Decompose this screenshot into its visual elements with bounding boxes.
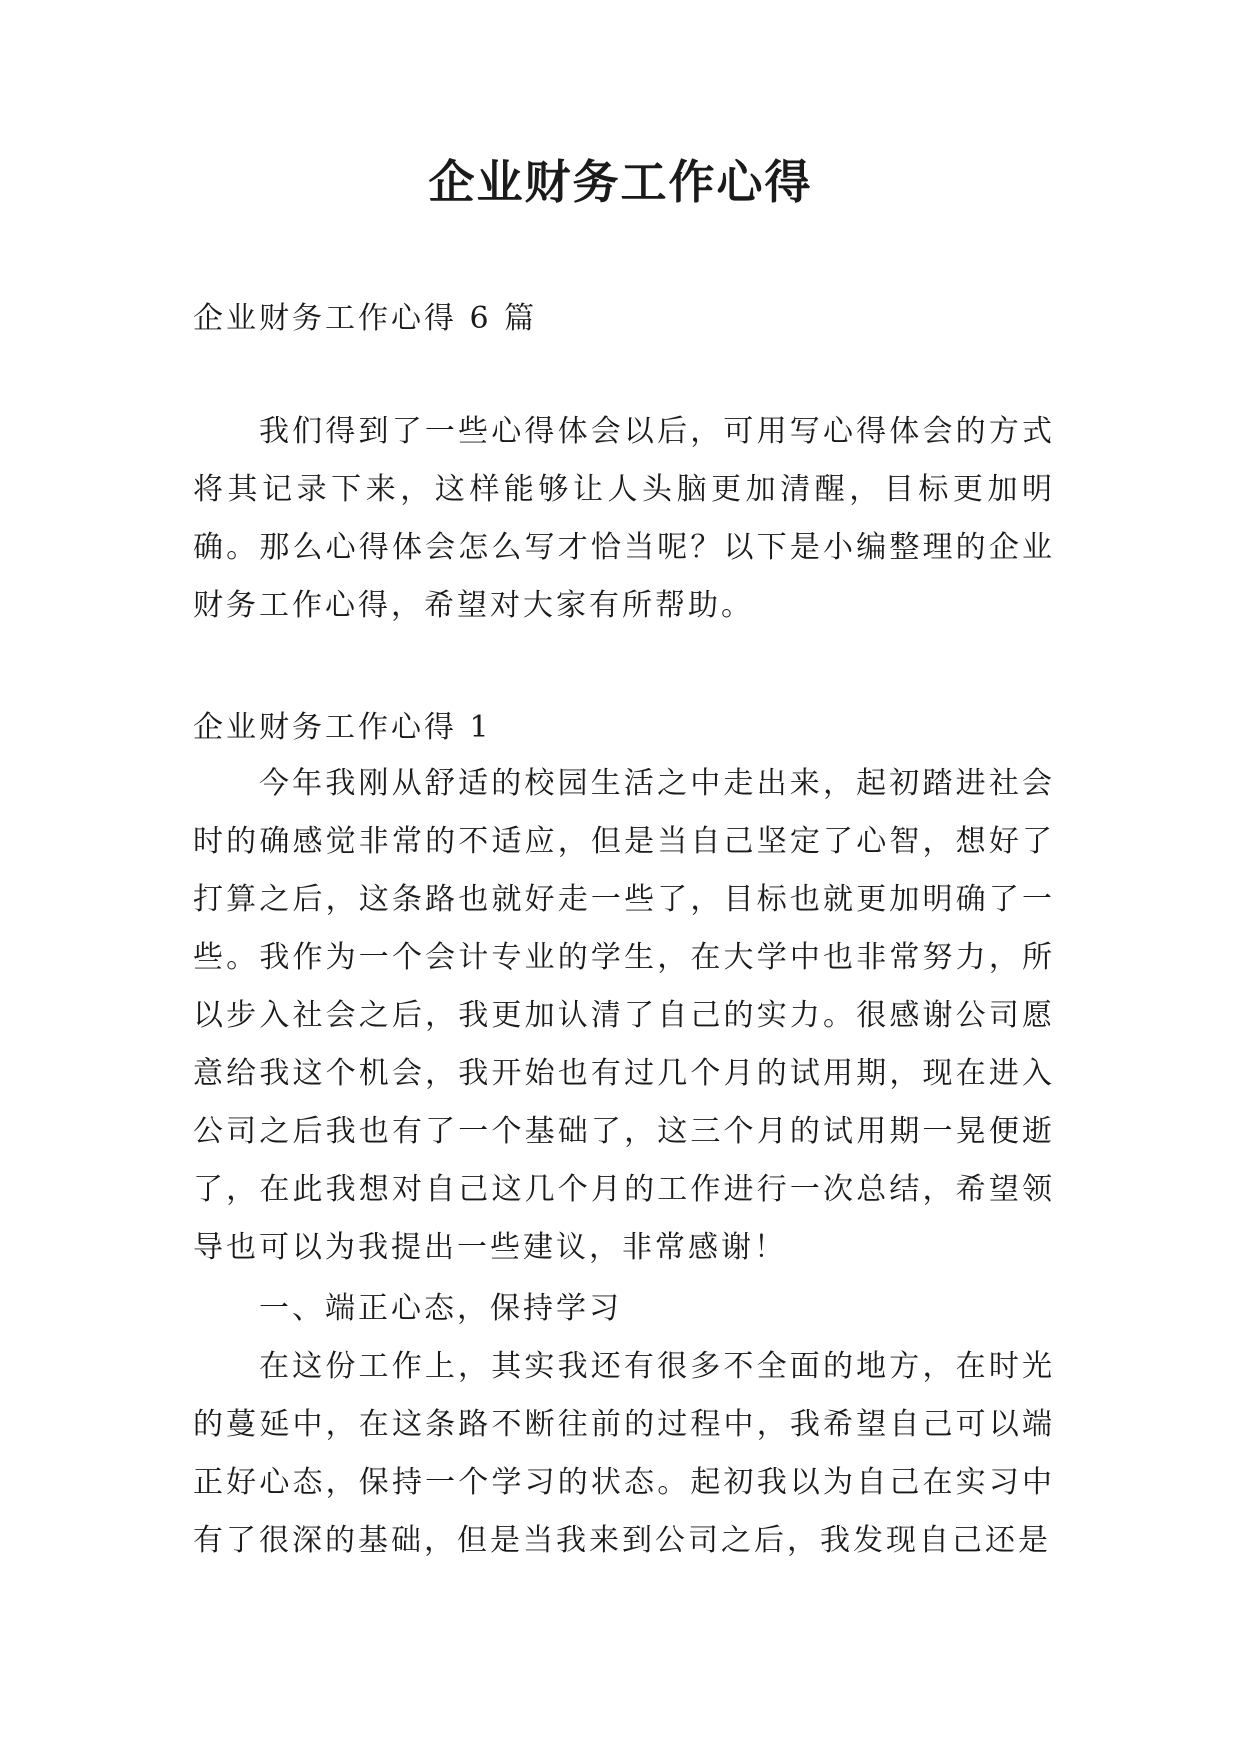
- point-heading-1: 一、端正心态，保持学习: [259, 1291, 622, 1326]
- document-subtitle: 企业财务工作心得 6 篇: [193, 301, 538, 336]
- section-heading: 企业财务工作心得 1: [193, 710, 492, 745]
- intro-paragraph: 我们得到了一些心得体会以后，可用写心得体会的方式将其记录下来，这样能够让人头脑更加清醒，目标更加明确。那么心得体会怎么写才恰当呢？以下是小编整理的企业财务工作心得，希望对大家有所帮助。: [193, 414, 1055, 623]
- body-paragraph-1: 今年我刚从舒适的校园生活之中走出来，起初踏进社会时的确感觉非常的不适应，但是当自己坚定了心智，想好了打算之后，这条路也就好走一些了，目标也就更加明确了一些。我作为一个会计专业的学生，在大学中也非常努力，所以步入社会之后，我更加认清了自己的实力。很感谢公司愿意给我这个机会，我开始也有过几个月的试用期，现在进入公司之后我也有了一个基础了，这三个月的试用期一晃便逝了，在此我想对自己这几个月的工作进行一次总结，希望领导也可以为我提出一些建议，非常感谢！: [193, 766, 1055, 1265]
- document-title: 企业财务工作心得: [428, 155, 813, 209]
- body-paragraph-2: 在这份工作上，其实我还有很多不全面的地方，在时光的蔓延中，在这条路不断往前的过程中，我希望自己可以端正好心态，保持一个学习的状态。起初我以为自己在实习中有了很深的基础，但是当我来到公司之后，我发现自己还是: [193, 1349, 1055, 1558]
